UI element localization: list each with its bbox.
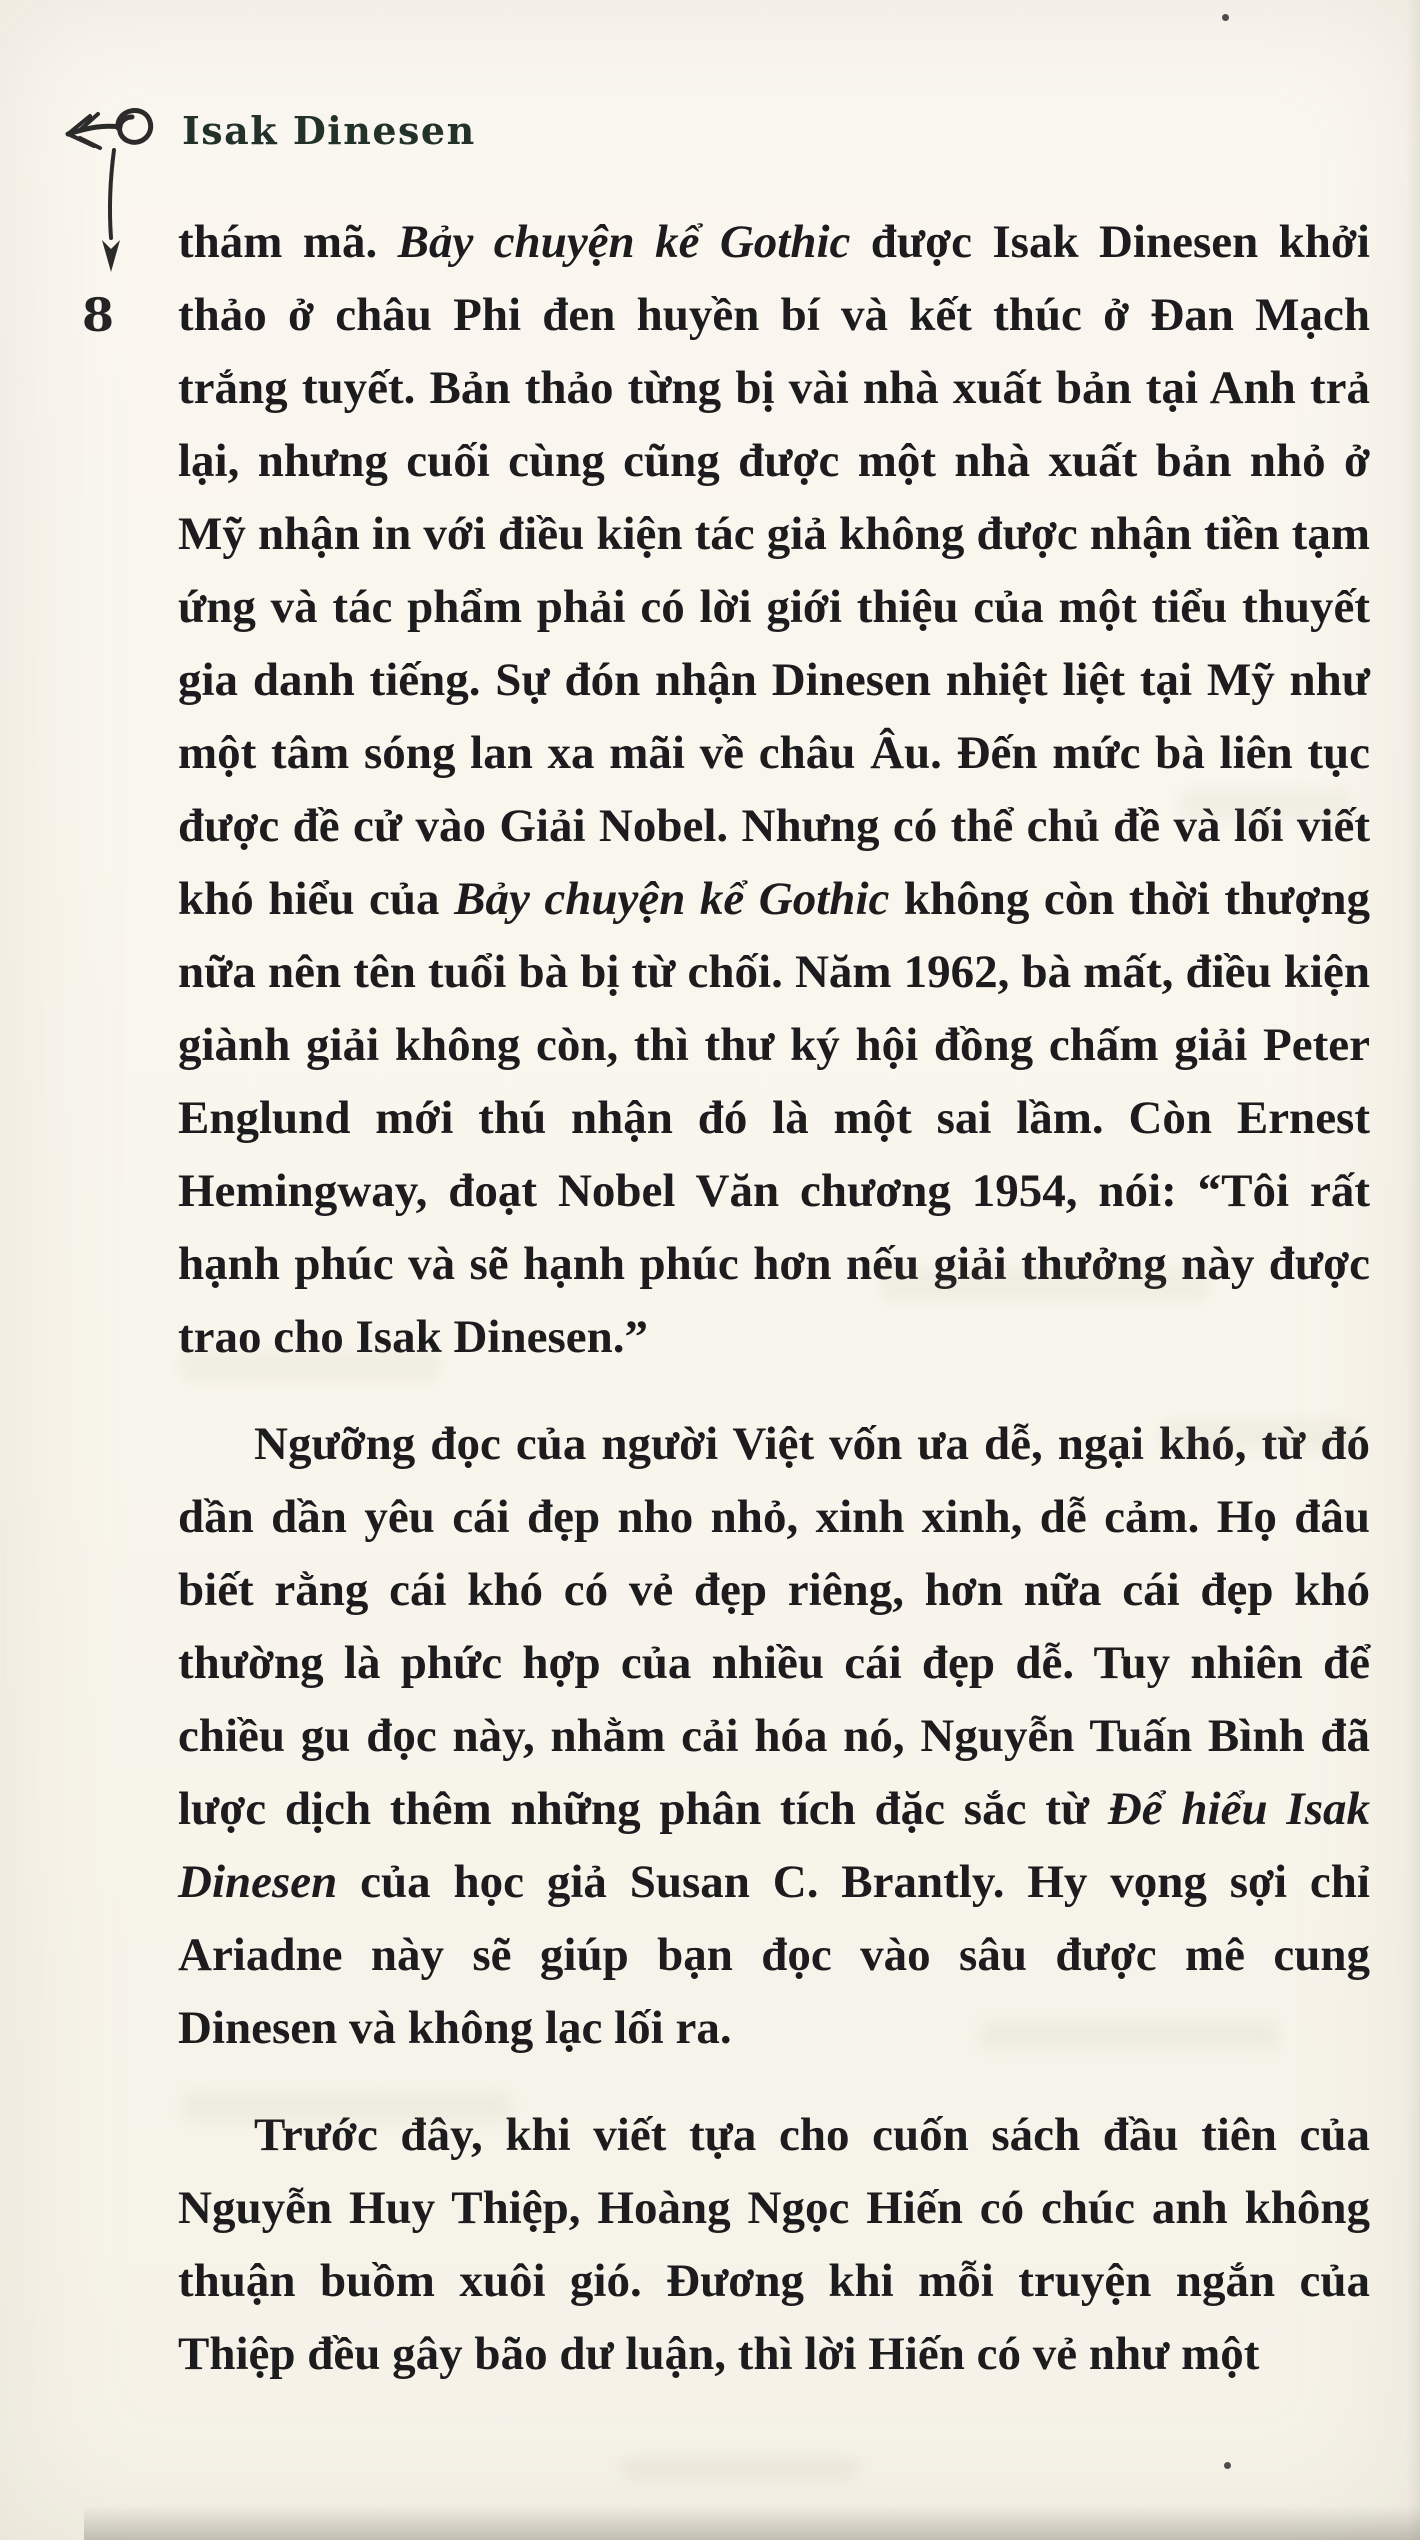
- scan-speck: [1222, 14, 1229, 21]
- text-run: Trước đây, khi viết tựa cho cuốn sách đầu tiên của Nguyễn Huy Thiệp, Hoàng Ngọc Hiến có chúc anh không thuận buồm xuôi gió. Đương khi mỗi truyện ngắn của Thiệp đều gây bão dư luận, thì lời Hiến có vẻ như một: [178, 2109, 1370, 2380]
- paragraph: [178, 206, 1370, 1374]
- text-run: được Isak Dinesen khởi thảo ở châu Phi đen huyền bí và kết thúc ở Đan Mạch trắng tuyết. Bản thảo từng bị vài nhà xuất bản tại Anh trả lại, nhưng cuối cùng cũng được một nhà xuất bản nhỏ ở Mỹ nhận in với điều kiện tác giả không được nhận tiền tạm ứng và tác phẩm phải có lời giới thiệu của một tiểu thuyết gia danh tiếng. Sự đón nhận Dinesen nhiệt liệt tại Mỹ như một tâm sóng lan xa mãi về châu Âu. Đến mức bà liên tục được đề cử vào Giải Nobel. Nhưng có thể chủ đề và lối viết khó hiểu của: [178, 216, 1370, 925]
- book-title-run: Bảy chuyện kể Gothic: [454, 873, 890, 925]
- text-run: của học giả Susan C. Brantly. Hy vọng sợi chỉ Ariadne này sẽ giúp bạn đọc vào sâu được mê cung Dinesen và không lạc lối ra.: [178, 1856, 1370, 2054]
- text-run: Ngưỡng đọc của người Việt vốn ưa dễ, ngại khó, từ đó dần dần yêu cái đẹp nho nhỏ, xinh xinh, dễ cảm. Họ đâu biết rằng cái khó có vẻ đẹp riêng, hơn nữa cái đẹp khó thường là phức hợp của nhiều cái đẹp dễ. Tuy nhiên để chiều gu đọc này, nhằm cải hóa nó, Nguyễn Tuấn Bình đã lược dịch thêm những phân tích đặc sắc từ: [178, 1418, 1370, 1835]
- scan-edge-shadow: [84, 2506, 1420, 2540]
- bleed-through-smudge: [620, 2455, 860, 2481]
- page-number: 8: [82, 288, 115, 342]
- book-title-run: Bảy chuyện kể Gothic: [397, 216, 851, 268]
- text-run: thám mã.: [178, 216, 398, 268]
- body-text: [178, 206, 1370, 2425]
- flourish-arrow-ornament-icon: [56, 88, 168, 284]
- paragraph: [178, 1408, 1370, 2065]
- book-title-run: Để hiểu Isak Dinesen: [178, 1783, 1370, 1908]
- scan-speck: [1224, 2462, 1231, 2469]
- scan-edge-shadow: [1406, 0, 1420, 2540]
- running-header-title: Isak Dinesen: [182, 108, 476, 153]
- paragraph: [178, 2099, 1370, 2391]
- text-run: không còn thời thượng nữa nên tên tuổi bà bị từ chối. Năm 1962, bà mất, điều kiện giành giải không còn, thì thư ký hội đồng chấm giải Peter Englund mới thú nhận đó là một sai lầm. Còn Ernest Hemingway, đoạt Nobel Văn chương 1954, nói: “Tôi rất hạnh phúc và sẽ hạnh phúc hơn nếu giải thưởng này được trao cho Isak Dinesen.”: [178, 873, 1370, 1363]
